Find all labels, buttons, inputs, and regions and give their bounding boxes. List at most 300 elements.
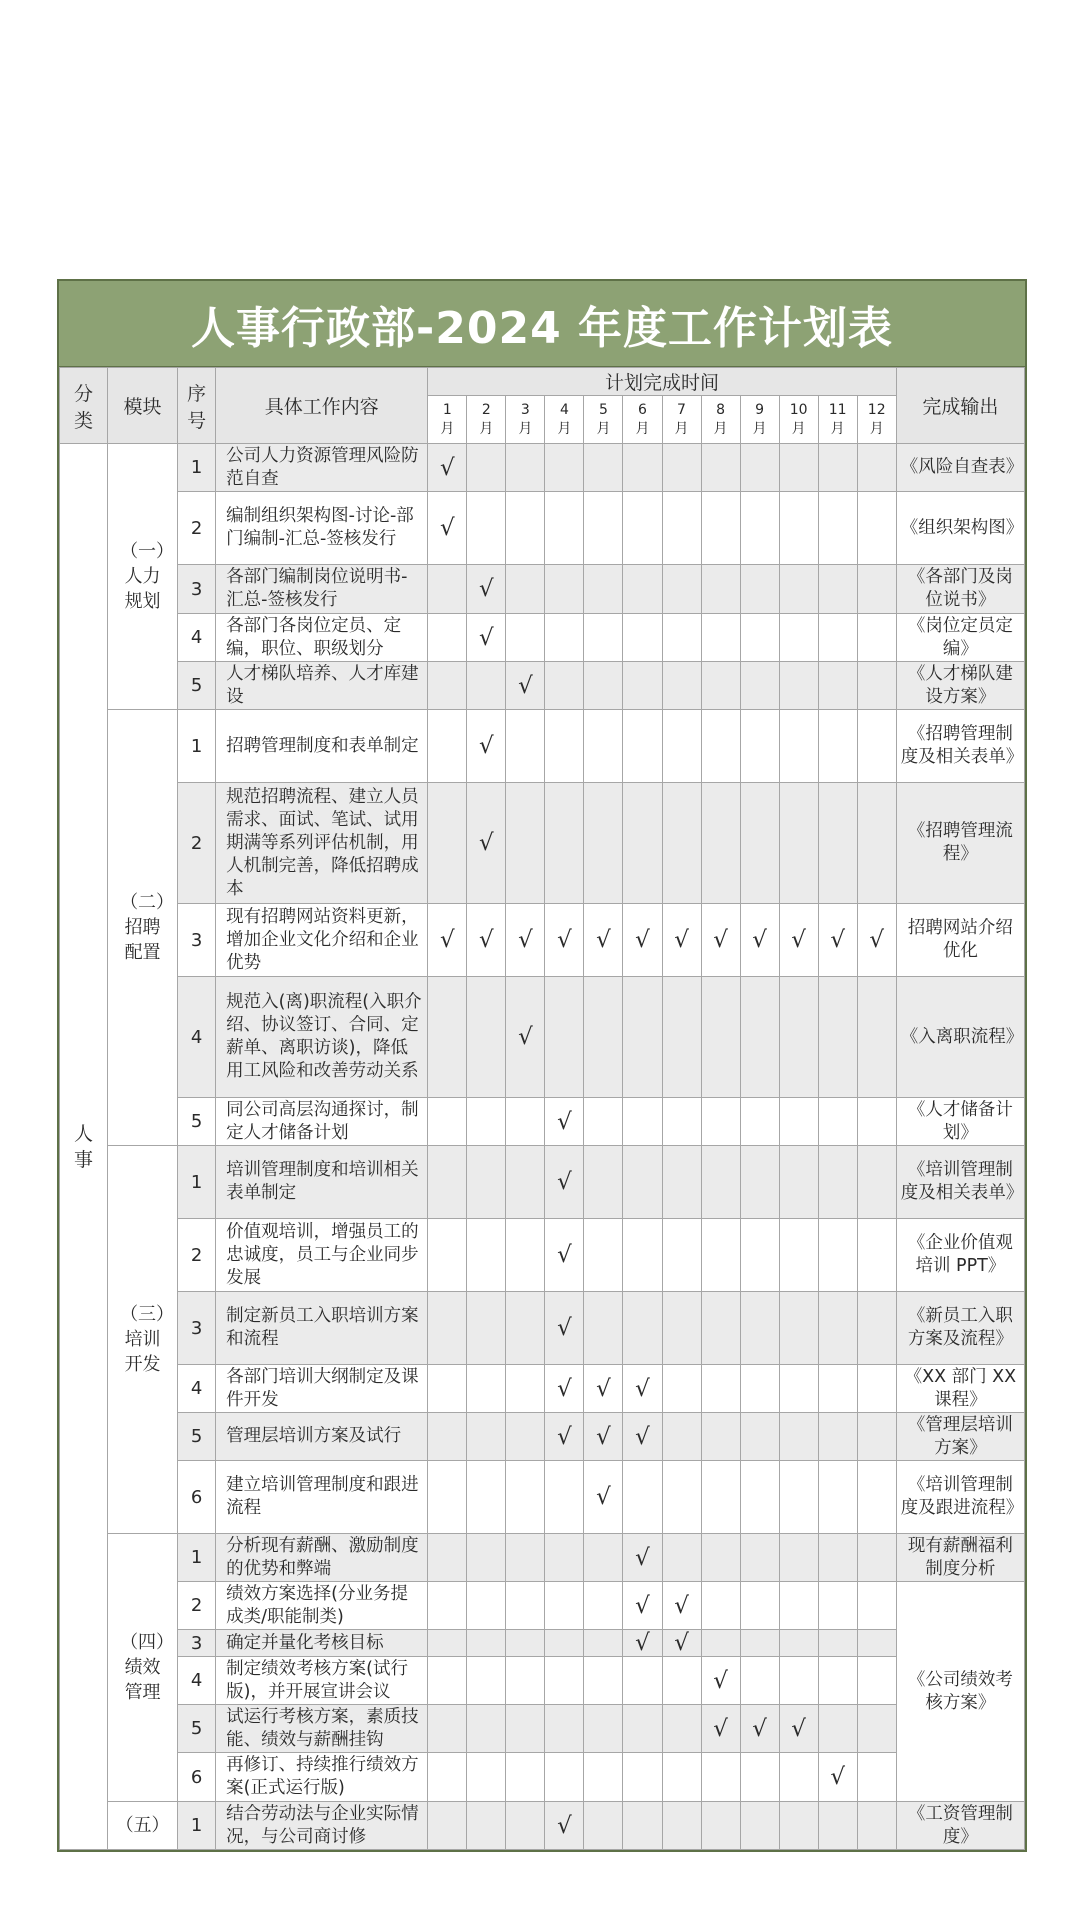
month-cell [623,1098,662,1146]
month-cell [545,1534,584,1582]
month-cell [662,1630,701,1657]
month-cell [701,783,740,904]
check-mark: √ [635,1544,650,1571]
month-cell [506,1413,545,1461]
month-cell [467,1753,506,1802]
month-cell [506,1802,545,1850]
month-cell [818,614,857,662]
month-cell [818,904,857,977]
month-cell [662,1413,701,1461]
check-mark: √ [440,454,455,481]
month-cell [740,1292,779,1365]
month-cell [545,1657,584,1705]
month-cell [545,904,584,977]
content-cell: 价值观培训，增强员工的忠诚度，员工与企业同步发展 [216,1219,428,1292]
month-cell [623,1534,662,1582]
check-mark: √ [479,733,494,759]
month-cell [623,783,662,904]
check-mark: √ [752,927,767,953]
month-cell [701,1461,740,1534]
month-cell [428,565,467,614]
category-cell [60,444,108,1850]
month-cell [584,1292,623,1365]
month-cell [506,1534,545,1582]
table-row [60,1802,1025,1850]
month-cell [623,1582,662,1630]
seq-cell: 4 [178,1657,216,1705]
month-cell [857,1657,896,1705]
content-cell: 分析现有薪酬、激励制度的优势和弊端 [216,1534,428,1582]
month-cell [545,444,584,492]
month-cell [818,1292,857,1365]
check-mark: √ [479,830,494,856]
table-row [60,783,1025,904]
month-cell [506,904,545,977]
check-mark: √ [596,1423,611,1450]
month-cell [857,565,896,614]
month-cell [779,904,818,977]
month-cell [506,1365,545,1413]
check-mark: √ [557,1812,572,1839]
month-cell [857,492,896,565]
month-cell [701,1802,740,1850]
module-label: （五） [115,1815,170,1836]
seq-cell: 3 [178,904,216,977]
month-cell [584,710,623,783]
seq-cell: 4 [178,1365,216,1413]
month-cell [506,710,545,783]
month-cell [857,1534,896,1582]
table-row [60,1630,1025,1657]
month-cell [428,1413,467,1461]
month-cell [818,1365,857,1413]
month-cell [467,977,506,1098]
check-mark: √ [557,1108,572,1135]
month-cell [701,1753,740,1802]
month-cell [857,1292,896,1365]
month-cell [740,565,779,614]
plan-body [60,444,1025,1850]
month-cell [623,710,662,783]
content-cell: 试运行考核方案，素质技能、绩效与薪酬挂钩 [216,1705,428,1753]
month-cell [701,1292,740,1365]
check-mark: √ [557,1423,572,1450]
table-row [60,977,1025,1098]
content-cell: 现有招聘网站资料更新，增加企业文化介绍和企业优势 [216,904,428,977]
output-cell: 《招聘管理流程》 [896,783,1024,904]
month-cell [740,1657,779,1705]
module-cell [108,444,178,710]
month-cell [818,1705,857,1753]
check-mark: √ [713,927,728,953]
month-cell [428,1534,467,1582]
output-cell: 《各部门及岗位说书》 [896,565,1024,614]
month-cell [506,1098,545,1146]
month-cell [662,710,701,783]
seq-cell: 2 [178,1582,216,1630]
check-mark: √ [674,1592,689,1619]
month-cell [467,614,506,662]
content-cell: 结合劳动法与企业实际情况，与公司商讨修 [216,1802,428,1850]
month-cell [623,1630,662,1657]
month-cell [467,1292,506,1365]
month-cell [857,904,896,977]
month-cell [857,1753,896,1802]
check-mark: √ [596,927,611,953]
plan-table [59,367,1025,1850]
month-cell [467,1582,506,1630]
month-cell [779,1705,818,1753]
month-cell [506,1582,545,1630]
month-cell [623,1146,662,1219]
month-cell [545,1219,584,1292]
month-cell [623,1705,662,1753]
month-cell [545,710,584,783]
header-month: 4 月 [545,396,584,444]
month-cell [857,977,896,1098]
header-month: 7 月 [662,396,701,444]
month-cell [740,1219,779,1292]
module-label: （二）招聘配置 [120,892,166,963]
month-cell [428,977,467,1098]
month-cell [584,904,623,977]
month-cell [623,492,662,565]
module-label: （四）绩效管理 [120,1632,166,1703]
month-cell [506,783,545,904]
month-cell [779,1146,818,1219]
header-month: 2 月 [467,396,506,444]
month-cell [779,1802,818,1850]
month-cell [467,1630,506,1657]
month-cell [818,1802,857,1850]
month-cell [584,492,623,565]
month-cell [857,783,896,904]
month-cell [857,1365,896,1413]
month-cell [818,1146,857,1219]
month-cell [584,1802,623,1850]
month-cell [662,1219,701,1292]
month-cell [584,1219,623,1292]
check-mark: √ [596,1375,611,1402]
seq-cell: 4 [178,614,216,662]
header-month: 12 月 [857,396,896,444]
month-cell [428,1657,467,1705]
month-cell [584,1534,623,1582]
month-cell [857,614,896,662]
month-cell [623,1365,662,1413]
month-cell [662,662,701,710]
month-cell [506,1146,545,1219]
month-cell [662,1461,701,1534]
month-cell [662,1098,701,1146]
month-cell [818,492,857,565]
month-cell [584,1630,623,1657]
month-cell [701,662,740,710]
month-cell [779,1219,818,1292]
month-cell [662,1802,701,1850]
output-cell: 《管理层培训方案》 [896,1413,1024,1461]
month-cell [506,492,545,565]
month-cell [662,1146,701,1219]
table-row [60,662,1025,710]
header-month: 6 月 [623,396,662,444]
header-month: 1 月 [428,396,467,444]
seq-cell: 1 [178,1534,216,1582]
month-cell [584,977,623,1098]
header-plan-time: 计划完成时间 [428,368,896,396]
month-cell [857,444,896,492]
month-cell [779,614,818,662]
seq-cell: 2 [178,783,216,904]
seq-cell: 5 [178,1705,216,1753]
month-cell [779,1753,818,1802]
month-cell [545,1413,584,1461]
seq-cell: 2 [178,1219,216,1292]
month-cell [740,1365,779,1413]
month-cell [857,1461,896,1534]
month-cell [467,783,506,904]
output-cell: 《人才储备计划》 [896,1098,1024,1146]
table-row [60,1582,1025,1630]
month-cell [662,1292,701,1365]
output-cell: 《培训管理制度及相关表单》 [896,1146,1024,1219]
output-cell: 《工资管理制度》 [896,1802,1024,1850]
content-cell: 编制组织架构图-讨论-部门编制-汇总-签核发行 [216,492,428,565]
month-cell [857,710,896,783]
check-mark: √ [713,1715,728,1742]
month-cell [584,1365,623,1413]
month-cell [779,1098,818,1146]
check-mark: √ [791,927,806,953]
month-cell [740,1582,779,1630]
check-mark: √ [674,927,689,953]
content-cell: 制定绩效考核方案(试行版)，并开展宣讲会议 [216,1657,428,1705]
month-cell [506,444,545,492]
month-cell [701,977,740,1098]
seq-cell: 3 [178,565,216,614]
month-cell [467,1365,506,1413]
month-cell [467,492,506,565]
check-mark: √ [635,1592,650,1619]
month-cell [467,1802,506,1850]
month-cell [818,1461,857,1534]
content-cell: 建立培训管理制度和跟进流程 [216,1461,428,1534]
content-cell: 人才梯队培养、人才库建设 [216,662,428,710]
month-cell [506,977,545,1098]
content-cell: 各部门编制岗位说明书-汇总-签核发行 [216,565,428,614]
month-cell [740,904,779,977]
month-cell [662,1753,701,1802]
month-cell [467,1461,506,1534]
month-cell [701,444,740,492]
month-cell [857,1705,896,1753]
month-cell [428,614,467,662]
seq-cell: 5 [178,1413,216,1461]
table-row [60,565,1025,614]
month-cell [662,492,701,565]
content-cell: 培训管理制度和培训相关表单制定 [216,1146,428,1219]
month-cell [857,1630,896,1657]
month-cell [662,565,701,614]
month-cell [623,977,662,1098]
check-mark: √ [557,1315,572,1341]
month-cell [779,783,818,904]
module-cell [108,1534,178,1802]
seq-cell: 1 [178,1146,216,1219]
check-mark: √ [635,1630,650,1656]
month-cell [701,565,740,614]
month-cell [467,1657,506,1705]
month-cell [701,1098,740,1146]
content-cell: 规范入(离)职流程(入职介绍、协议签订、合同、定薪单、离职访谈)，降低用工风险和改善劳动关系 [216,977,428,1098]
content-cell: 各部门培训大纲制定及课件开发 [216,1365,428,1413]
month-cell [545,977,584,1098]
month-cell [818,783,857,904]
month-cell [623,444,662,492]
month-cell [740,444,779,492]
month-cell [545,1753,584,1802]
month-cell [857,662,896,710]
month-cell [818,1657,857,1705]
module-cell [108,1802,178,1850]
month-cell [584,1461,623,1534]
month-cell [428,904,467,977]
header-seq: 序号 [178,368,216,444]
month-cell [701,1146,740,1219]
month-cell [818,565,857,614]
output-cell: 《公司绩效考核方案》 [896,1582,1024,1802]
month-cell [740,1705,779,1753]
table-row [60,492,1025,565]
output-cell: 《岗位定员定编》 [896,614,1024,662]
month-cell [428,1098,467,1146]
month-cell [740,710,779,783]
check-mark: √ [440,927,455,953]
month-cell [662,444,701,492]
month-cell [428,1753,467,1802]
content-cell: 绩效方案选择(分业务提成类/职能制类) [216,1582,428,1630]
month-cell [662,1365,701,1413]
module-label: （一）人力规划 [120,541,166,612]
table-row [60,1413,1025,1461]
month-cell [779,492,818,565]
month-cell [428,710,467,783]
month-cell [584,1753,623,1802]
month-cell [779,1365,818,1413]
category-label: 人事 [74,1122,94,1171]
month-cell [506,614,545,662]
month-cell [467,1413,506,1461]
month-cell [779,1582,818,1630]
month-cell [857,1146,896,1219]
content-cell: 制定新员工入职培训方案和流程 [216,1292,428,1365]
content-cell: 招聘管理制度和表单制定 [216,710,428,783]
table-row [60,1292,1025,1365]
month-cell [506,662,545,710]
month-cell [506,1292,545,1365]
month-cell [545,614,584,662]
month-cell [506,565,545,614]
work-plan-sheet [57,279,1027,1852]
content-cell: 各部门各岗位定员、定编，职位、职级划分 [216,614,428,662]
month-cell [584,1582,623,1630]
month-cell [584,614,623,662]
month-cell [740,1461,779,1534]
month-cell [701,614,740,662]
month-cell [428,1365,467,1413]
output-cell: 《企业价值观培训 PPT》 [896,1219,1024,1292]
month-cell [428,1630,467,1657]
seq-cell: 5 [178,662,216,710]
seq-cell: 5 [178,1098,216,1146]
table-row [60,444,1025,492]
output-cell: 《XX 部门 XX 课程》 [896,1365,1024,1413]
seq-cell: 3 [178,1630,216,1657]
check-mark: √ [479,576,494,602]
month-cell [740,1146,779,1219]
month-cell [818,444,857,492]
output-cell: 《入离职流程》 [896,977,1024,1098]
month-cell [857,1802,896,1850]
month-cell [506,1461,545,1534]
check-mark: √ [635,1423,650,1450]
month-cell [701,1365,740,1413]
table-row [60,1098,1025,1146]
header-output: 完成输出 [896,368,1024,444]
month-cell [428,1582,467,1630]
table-row [60,1657,1025,1705]
month-cell [545,783,584,904]
output-cell: 《培训管理制度及跟进流程》 [896,1461,1024,1534]
output-cell: 《招聘管理制度及相关表单》 [896,710,1024,783]
check-mark: √ [440,515,455,541]
check-mark: √ [635,1375,650,1402]
month-cell [662,977,701,1098]
month-cell [779,444,818,492]
check-mark: √ [518,672,533,699]
month-cell [701,1657,740,1705]
month-cell [662,1705,701,1753]
month-cell [584,783,623,904]
month-cell [506,1219,545,1292]
month-cell [428,444,467,492]
month-cell [818,1098,857,1146]
month-cell [506,1657,545,1705]
month-cell [584,1146,623,1219]
seq-cell: 6 [178,1461,216,1534]
month-cell [740,1753,779,1802]
table-row [60,1753,1025,1802]
month-cell [818,977,857,1098]
month-cell [740,783,779,904]
month-cell [545,662,584,710]
month-cell [584,1413,623,1461]
check-mark: √ [596,1484,611,1510]
check-mark: √ [752,1715,767,1742]
month-cell [506,1630,545,1657]
month-cell [701,1413,740,1461]
month-cell [779,1292,818,1365]
month-cell [545,1705,584,1753]
month-cell [467,1098,506,1146]
output-cell: 《人才梯队建设方案》 [896,662,1024,710]
month-cell [545,1365,584,1413]
month-cell [623,1413,662,1461]
month-cell [740,1534,779,1582]
month-cell [779,662,818,710]
content-cell: 规范招聘流程、建立人员需求、面试、笔试、试用期满等系列评估机制，用人机制完善，降低招聘成本 [216,783,428,904]
module-cell [108,1146,178,1534]
